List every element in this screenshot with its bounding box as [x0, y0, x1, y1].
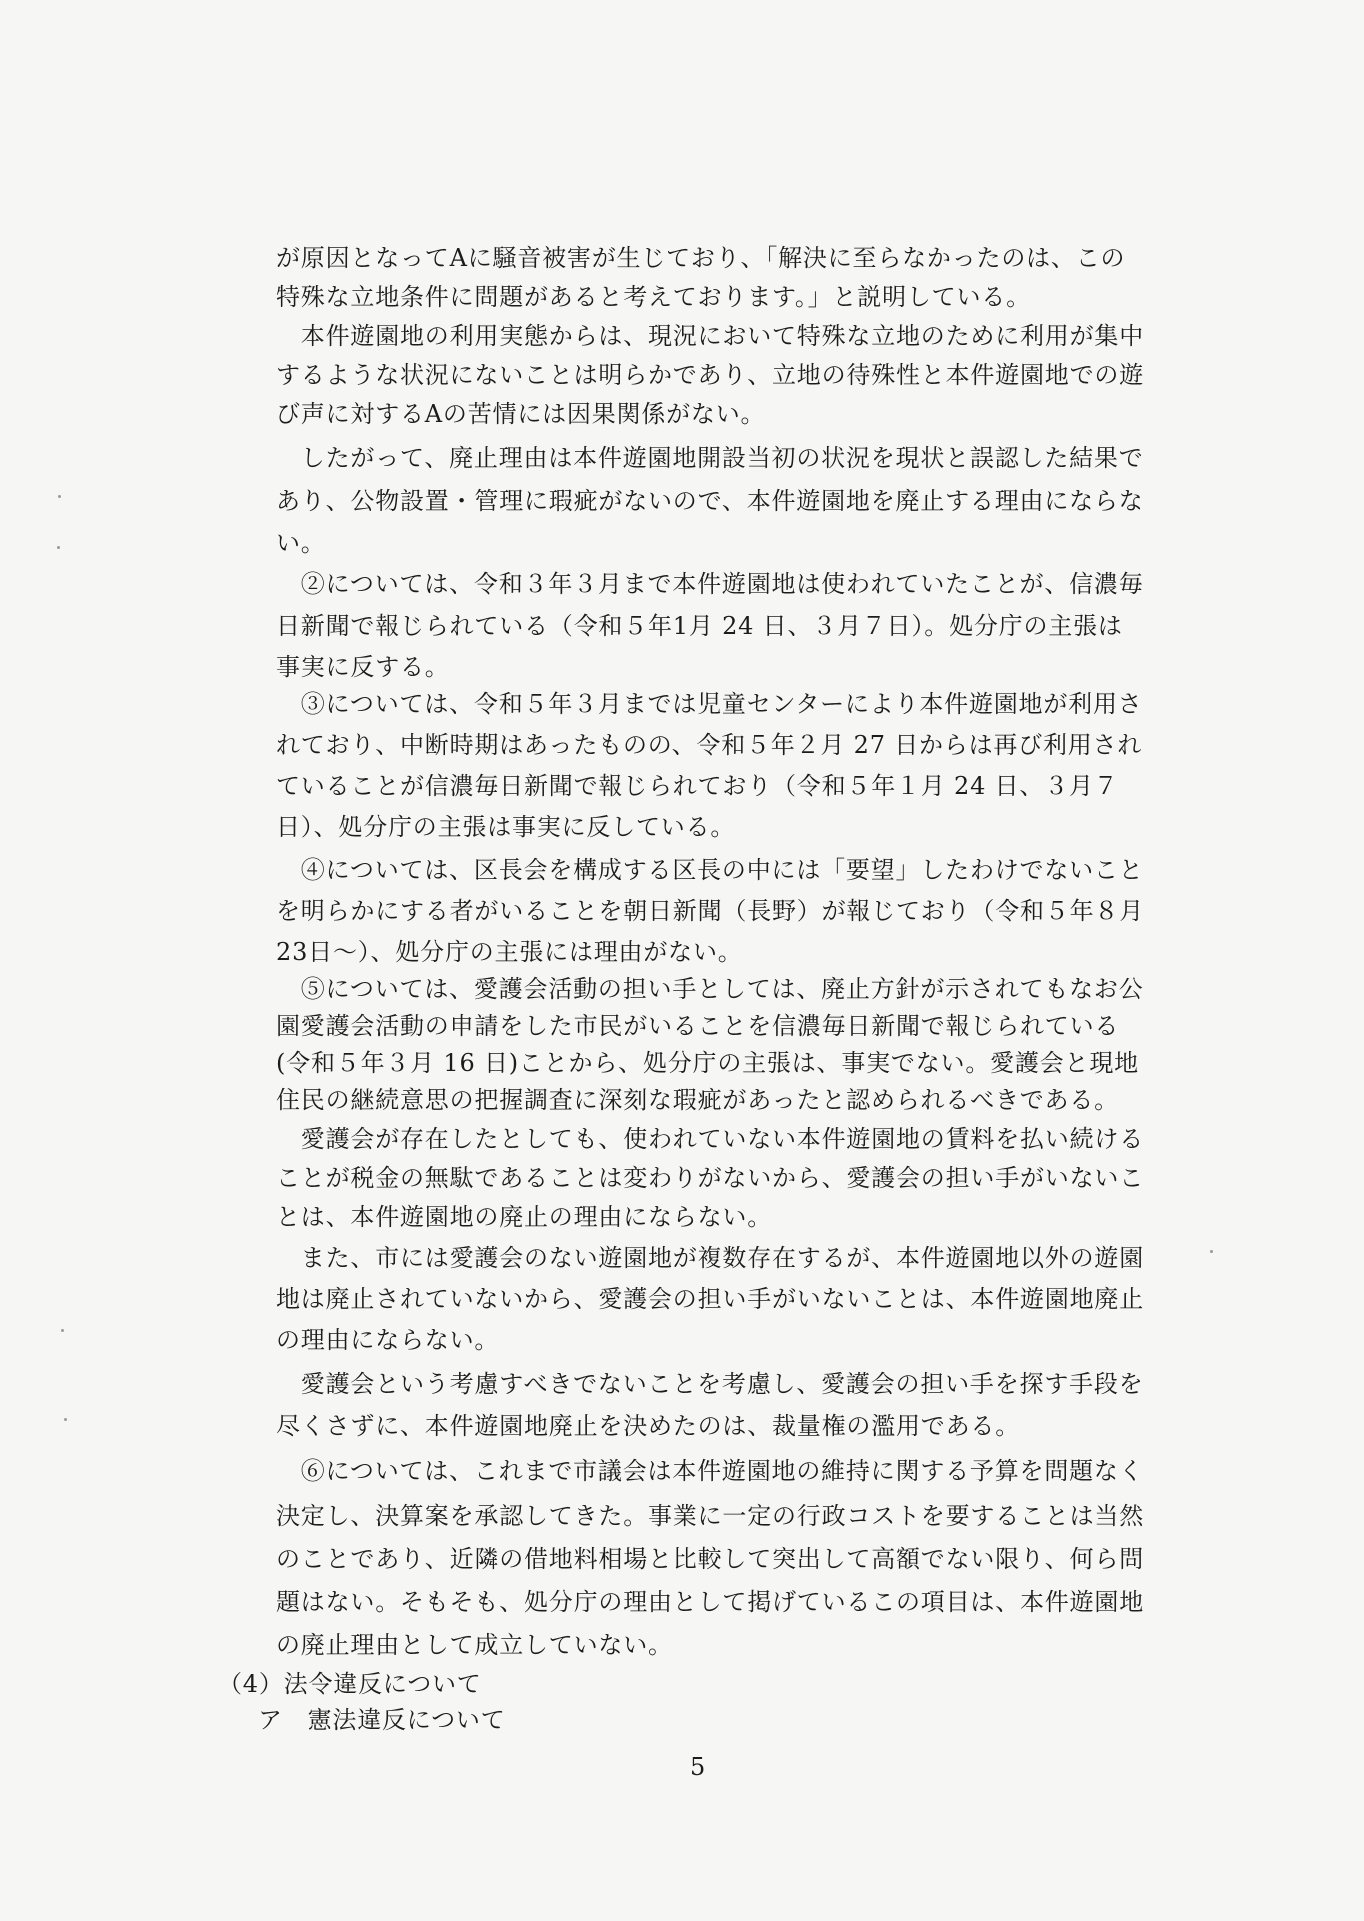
text-line: また、市には愛護会のない遊園地が複数存在するが、本件遊園地以外の遊園 — [276, 1244, 1144, 1272]
text-line: とは、本件遊園地の廃止の理由にならない。 — [276, 1203, 772, 1231]
page-number: 5 — [690, 1753, 706, 1781]
text-line: ことが税金の無駄であることは変わりがないから、愛護会の担い手がいないこ — [276, 1164, 1144, 1192]
text-line: 住民の継続意思の把握調査に深刻な瑕疵があったと認められるべきである。 — [276, 1086, 1119, 1114]
text-line: 事実に反する。 — [276, 653, 450, 681]
text-line: れており、中断時期はあったものの、令和５年２月 27 日からは再び利用され — [276, 731, 1143, 759]
text-line: 23日～）、処分庁の主張には理由がない。 — [276, 938, 743, 966]
text-line: の廃止理由として成立していない。 — [276, 1631, 673, 1659]
text-line: 地は廃止されていないから、愛護会の担い手がいないことは、本件遊園地廃止 — [276, 1285, 1144, 1313]
body-text — [276, 240, 1190, 1664]
subsection-heading: ア 憲法違反について — [258, 1706, 506, 1734]
text-line: 特殊な立地条件に問題があると考えております。」と説明している。 — [276, 283, 1031, 311]
text-line: ⑤については、愛護会活動の担い手としては、廃止方針が示されてもなお公 — [276, 975, 1144, 1003]
text-line: び声に対するAの苦情には因果関係がない。 — [276, 400, 766, 428]
text-line: 日）、処分庁の主張は事実に反している。 — [276, 813, 736, 841]
text-line: 園愛護会活動の申請をした市民がいることを信濃毎日新聞で報じられている — [276, 1012, 1120, 1040]
text-line: のことであり、近隣の借地料相場と比較して突出して高額でない限り、何ら問 — [276, 1545, 1144, 1573]
scan-speck — [64, 1418, 67, 1421]
text-line: ②については、令和３年３月まで本件遊園地は使われていたことが、信濃毎 — [276, 570, 1144, 598]
scan-speck — [58, 495, 61, 498]
text-line: あり、公物設置・管理に瑕疵がないので、本件遊園地を廃止する理由にならな — [276, 487, 1144, 515]
text-line: 愛護会が存在したとしても、使われていない本件遊園地の賃料を払い続ける — [276, 1125, 1144, 1153]
text-line: ③については、令和５年３月までは児童センターにより本件遊園地が利用さ — [276, 690, 1143, 718]
scan-speck — [57, 546, 60, 549]
text-line: い。 — [276, 529, 326, 557]
text-line: したがって、廃止理由は本件遊園地開設当初の状況を現状と誤認した結果で — [276, 444, 1144, 472]
scan-speck — [61, 1329, 64, 1332]
text-line: 決定し、決算案を承認してきた。事業に一定の行政コストを要することは当然 — [276, 1502, 1144, 1530]
text-line: (令和５年３月 16 日)ことから、処分庁の主張は、事実でない。愛護会と現地 — [276, 1049, 1139, 1077]
text-line: ていることが信濃毎日新聞で報じられており（令和５年１月 24 日、３月７ — [276, 772, 1119, 800]
text-line: 尽くさずに、本件遊園地廃止を決めたのは、裁量権の濫用である。 — [276, 1412, 1020, 1440]
text-line: ⑥については、これまで市議会は本件遊園地の維持に関する予算を問題なく — [276, 1457, 1144, 1485]
text-line: の理由にならない。 — [276, 1326, 500, 1354]
scan-speck — [1210, 1250, 1213, 1253]
text-line: を明らかにする者がいることを朝日新聞（長野）が報じており（令和５年８月 — [276, 897, 1144, 925]
text-line: ④については、区長会を構成する区長の中には「要望」したわけでないこと — [276, 856, 1144, 884]
text-line: 題はない。そもそも、処分庁の理由として掲げているこの項目は、本件遊園地 — [276, 1588, 1144, 1616]
section-heading: （4）法令違反について — [218, 1670, 482, 1698]
text-line: が原因となってAに騒音被害が生じており、「解決に至らなかったのは、この — [276, 244, 1126, 272]
text-line: するような状況にないことは明らかであり、立地の待殊性と本件遊園地での遊 — [276, 361, 1144, 389]
text-line: 日新聞で報じられている（令和５年1月 24 日、３月７日）。処分庁の主張は — [276, 612, 1123, 640]
text-line: 愛護会という考慮すべきでないことを考慮し、愛護会の担い手を探す手段を — [276, 1370, 1144, 1398]
text-line: 本件遊園地の利用実態からは、現況において特殊な立地のために利用が集中 — [276, 322, 1144, 350]
